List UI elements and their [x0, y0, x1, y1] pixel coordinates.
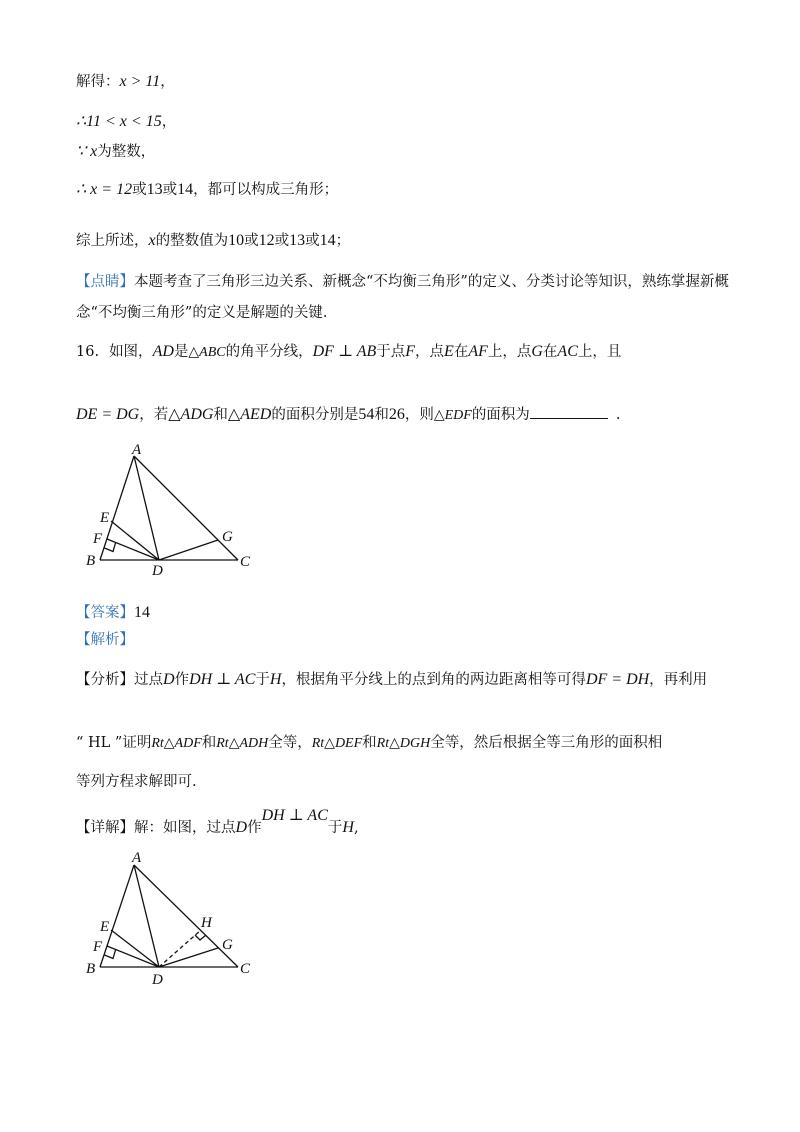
text: 上，点: [487, 344, 532, 360]
right-angle-mark: [105, 543, 116, 552]
text: 或: [132, 182, 147, 198]
math: DH ⊥ AC: [189, 671, 256, 688]
text: .: [615, 407, 621, 423]
text: ,: [353, 820, 359, 836]
text: ，点: [415, 344, 445, 360]
text: 在: [453, 344, 469, 360]
text: 和: [201, 735, 217, 751]
solution-line-5: [76, 231, 350, 251]
text: 等列方程求解即可.: [76, 774, 197, 790]
number: 13: [289, 232, 306, 249]
segment-ad: [134, 456, 159, 560]
math-variable: x: [148, 232, 156, 249]
number: 14: [177, 181, 194, 198]
text: 的面积分别是: [271, 407, 359, 423]
math: Rt△DGH: [376, 736, 431, 751]
answer-blank: [530, 404, 608, 419]
text: 或: [244, 233, 259, 249]
answer-value: 14: [134, 604, 150, 621]
number: 10: [228, 232, 245, 249]
segment-dg: [159, 948, 218, 967]
math: △EDF: [433, 408, 472, 423]
solution-line-3: [76, 142, 155, 162]
analysis-heading: [76, 630, 134, 650]
problem-number: 16.: [76, 344, 100, 360]
math: D: [163, 671, 175, 688]
label-b: B: [86, 553, 96, 569]
text: ，: [160, 74, 175, 90]
text: 上，且: [577, 344, 622, 360]
answer-tag: 【答案】: [76, 605, 134, 621]
text: ，都可以构成三角形；: [193, 182, 339, 198]
text: 的整数值为: [155, 233, 229, 249]
comment-tag: 【点睛】: [76, 274, 134, 290]
text: 于点: [376, 344, 406, 360]
analysis-tag: 【解析】: [76, 632, 134, 648]
right-angle-mark-f: [105, 950, 116, 959]
text: 的面积为: [471, 407, 530, 423]
text: 于: [255, 672, 270, 688]
comment-line-2: [76, 303, 327, 323]
text: 为整数，: [97, 144, 156, 160]
right-angle-mark-h: [195, 935, 206, 940]
math: AF: [468, 343, 488, 360]
text: 全等，然后根据全等三角形的面积相: [430, 735, 663, 751]
problem-line-1: [76, 342, 621, 363]
math-expression: ∴ x = 12: [76, 181, 133, 198]
text: 全等，: [268, 735, 312, 751]
text: 和: [362, 735, 377, 751]
solution-line-4: [76, 180, 338, 200]
math-expression: ∴11 < x < 15: [76, 113, 162, 130]
label-d: D: [152, 563, 163, 579]
math: Rt△ADF: [151, 736, 202, 751]
segment-de: [111, 521, 159, 560]
math: DF ⊥ AB: [312, 343, 377, 360]
math: △ADG: [168, 406, 214, 423]
text: ，再利用: [649, 672, 708, 688]
text: 解：如图，过点: [134, 820, 236, 836]
text: ，根据角平分线上的点到角的两边距离相等可得: [281, 672, 586, 688]
analysis-line-1: [76, 670, 707, 690]
text: 或: [274, 233, 290, 249]
label-d: D: [152, 972, 163, 988]
segment-ab: [100, 456, 134, 560]
text: 是: [173, 344, 189, 360]
label-f: F: [93, 531, 103, 547]
solution-line-2: [76, 112, 176, 132]
math: F: [405, 343, 416, 360]
segment-ad: [134, 865, 159, 967]
number: 14: [319, 232, 336, 249]
segment-ab: [100, 865, 134, 967]
text: 或: [305, 233, 320, 249]
label-g: G: [222, 937, 233, 953]
math: DF = DH: [585, 671, 650, 688]
math: H: [269, 671, 282, 688]
math-expression: ∵ x: [76, 143, 98, 160]
math: AC: [557, 343, 578, 360]
comment-line-1: [76, 272, 729, 292]
math: G: [531, 343, 543, 360]
answer-line: [76, 603, 150, 623]
number: 26: [388, 406, 405, 423]
label-a: A: [132, 850, 142, 866]
number: 54: [358, 406, 375, 423]
text: 的角平分线，: [225, 344, 313, 360]
math: H: [342, 819, 354, 836]
math: Rt△ADH: [216, 736, 269, 751]
label-h: H: [201, 915, 212, 931]
math: AD: [152, 343, 174, 360]
text: ，若: [139, 407, 169, 423]
math: △ABC: [188, 345, 226, 360]
solution-line-1: [76, 72, 175, 92]
math: D: [235, 819, 248, 836]
segment-dg: [159, 540, 218, 560]
text: ，: [161, 114, 177, 130]
math: △AED: [227, 406, 272, 423]
text: 如图，: [109, 344, 153, 360]
label-e: E: [100, 919, 110, 935]
math: Rt△DEF: [311, 736, 363, 751]
problem-line-2: [76, 404, 620, 426]
detail-line: [76, 807, 359, 838]
label-g: G: [222, 529, 233, 545]
text: 或: [162, 182, 178, 198]
text: 综上所述，: [76, 233, 149, 249]
text: 作: [247, 820, 262, 836]
label-b: B: [86, 961, 96, 977]
comment-text: 念“不均衡三角形”的定义是解题的关键.: [76, 305, 328, 321]
detail-tag: 【详解】: [76, 820, 134, 836]
text: 在: [542, 344, 558, 360]
text: ；: [335, 233, 351, 249]
segment-df: [107, 946, 159, 967]
text: 于: [327, 820, 343, 836]
text: 和: [213, 407, 228, 423]
comment-text: 本题考查了三角形三边关系、新概念“不均衡三角形”的定义、分类讨论等知识，熟练掌握新概: [134, 274, 729, 290]
label-a: A: [132, 442, 142, 458]
label-c: C: [240, 961, 251, 977]
label-f: F: [93, 939, 103, 955]
text: 作: [174, 672, 190, 688]
text: ，则: [404, 407, 434, 423]
segment-df: [107, 539, 159, 560]
text: 过点: [134, 672, 163, 688]
math-expression: x > 11: [119, 73, 161, 90]
label-e: E: [100, 510, 110, 526]
label-c: C: [240, 554, 251, 570]
analysis-line-3: [76, 772, 197, 792]
triangle-figure-2: [80, 845, 270, 990]
math: DE = DG: [76, 406, 140, 423]
math: DH ⊥ AC: [261, 807, 328, 824]
math: E: [444, 343, 454, 360]
text: “ HL ”证明: [76, 735, 152, 751]
text: 和: [374, 407, 389, 423]
number: 12: [258, 232, 275, 249]
triangle-figure-1: [80, 440, 270, 580]
number: 13: [146, 181, 163, 198]
text: 解得：: [76, 74, 120, 90]
analysis-subtag: 【分析】: [76, 672, 134, 688]
analysis-line-2: [76, 733, 662, 754]
